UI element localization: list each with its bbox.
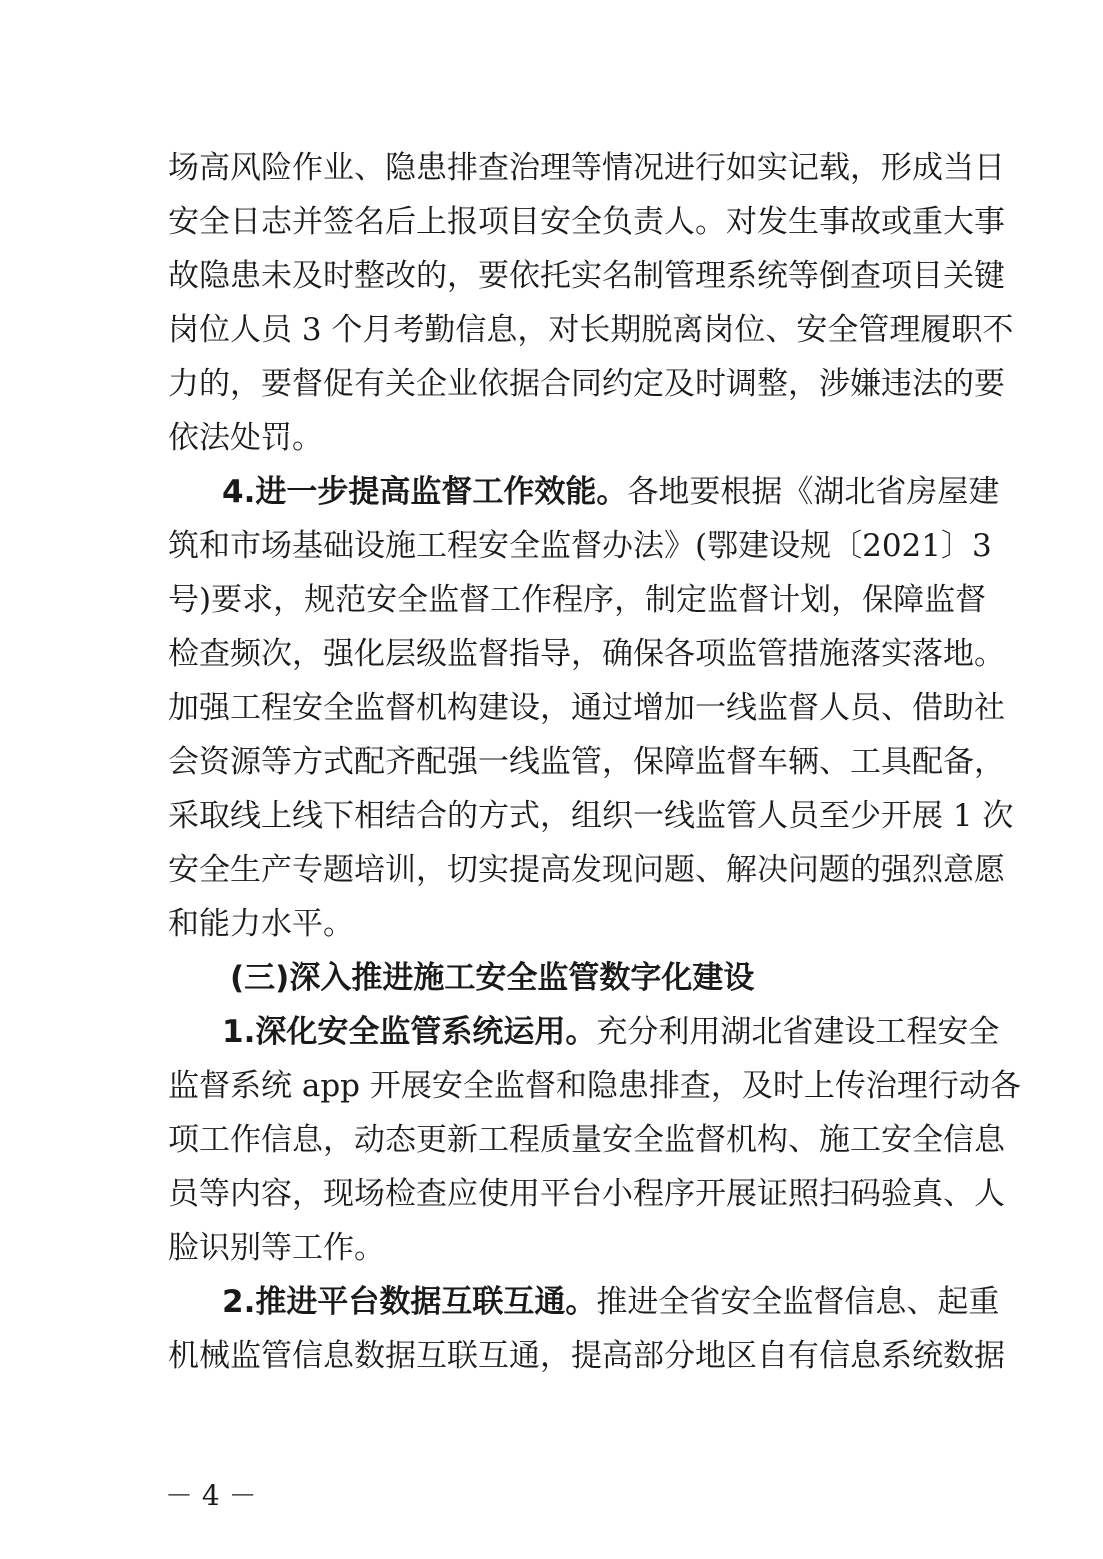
- text-line: 和能力水平。: [168, 906, 354, 942]
- page-number: － 4 －: [165, 1479, 257, 1512]
- text-span: 充分利用湖北省建设工程安全: [596, 1014, 1000, 1050]
- text-line: 检查频次，强化层级监督指导，确保各项监管措施落实落地。: [168, 636, 1005, 672]
- text-line: 员等内容，现场检查应使用平台小程序开展证照扫码验真、人: [168, 1176, 1005, 1212]
- text-line: 加强工程安全监督机构建设，通过增加一线监督人员、借助社: [168, 690, 1005, 726]
- paragraph-first-line: [222, 1282, 1000, 1322]
- text-line: 号)要求，规范安全监督工作程序，制定监督计划，保障监督: [168, 582, 987, 618]
- text-line: 依法处罚。: [168, 420, 323, 456]
- text-span: 各地要根据《湖北省房屋建: [627, 474, 1000, 510]
- paragraph-first-line: [222, 472, 1000, 512]
- text-line: 机械监管信息数据互联互通，提高部分地区自有信息系统数据: [168, 1338, 1005, 1374]
- text-line: 脸识别等工作。: [168, 1230, 385, 1266]
- text-line: 故隐患未及时整改的，要依托实名制管理系统等倒查项目关键: [168, 258, 1005, 294]
- text-line: 采取线上线下相结合的方式，组织一线监管人员至少开展 1 次: [168, 798, 1014, 834]
- text-line: 安全日志并签名后上报项目安全负责人。对发生事故或重大事: [168, 204, 1005, 240]
- text-line: 岗位人员 3 个月考勤信息，对长期脱离岗位、安全管理履职不: [168, 312, 1014, 348]
- text-line: 场高风险作业、隐患排查治理等情况进行如实记载，形成当日: [168, 150, 1005, 186]
- text-line: 项工作信息，动态更新工程质量安全监督机构、施工安全信息: [168, 1122, 1005, 1158]
- section-heading: (三)深入推进施工安全监管数字化建设: [230, 960, 755, 996]
- paragraph-first-line: [222, 1012, 1000, 1052]
- item-heading: 2.推进平台数据互联互通。: [222, 1284, 597, 1320]
- text-line: 监督系统 app 开展安全监督和隐患排查，及时上传治理行动各: [168, 1068, 1021, 1104]
- text-span: 推进全省安全监督信息、起重: [596, 1284, 1000, 1320]
- text-line: 筑和市场基础设施工程安全监督办法》(鄂建设规〔2021〕3: [168, 528, 992, 564]
- item-heading: 4.进一步提高监督工作效能。: [222, 474, 628, 510]
- item-heading: 1.深化安全监管系统运用。: [222, 1014, 597, 1050]
- text-line: 力的，要督促有关企业依据合同约定及时调整，涉嫌违法的要: [168, 366, 1005, 402]
- text-line: 会资源等方式配齐配强一线监管，保障监督车辆、工具配备，: [168, 744, 1005, 780]
- text-line: 安全生产专题培训，切实提高发现问题、解决问题的强烈意愿: [168, 852, 1005, 888]
